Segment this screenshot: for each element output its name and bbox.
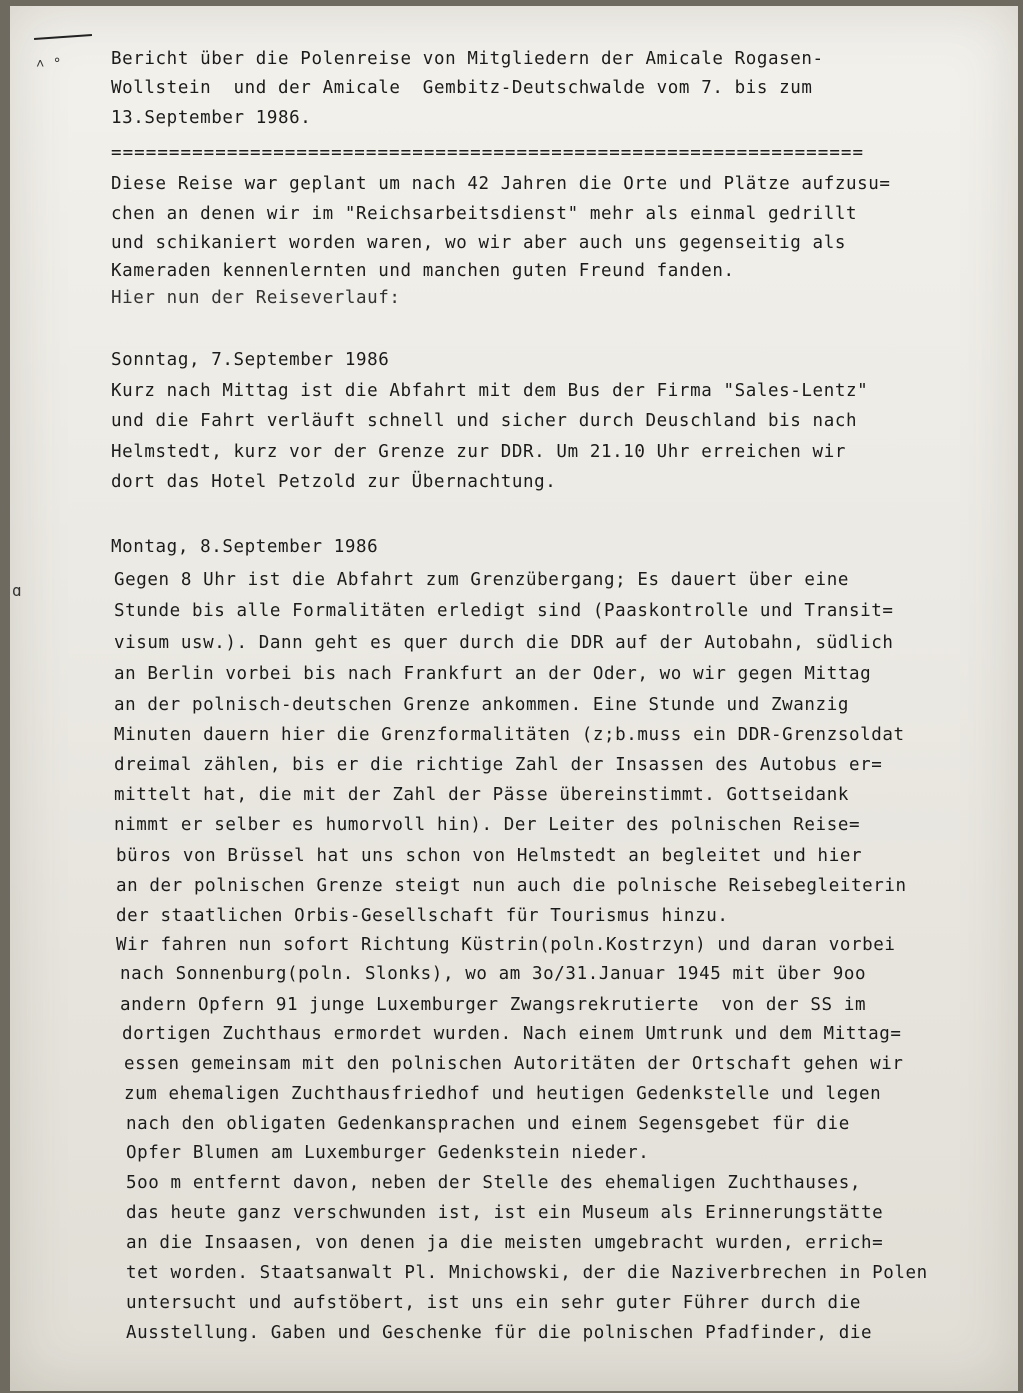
day2-line-17: essen gemeinsam mit den polnischen Autoritäten der Ortschaft gehen wir [124,1054,904,1074]
title-separator: ================================================================= [111,143,865,163]
day2-line-7: dreimal zählen, bis er die richtige Zahl der Insassen des Autobus er= [114,755,883,775]
margin-mark: ˄ ° [36,56,62,72]
day2-line-25: untersucht und aufstöbert, ist uns ein sehr guter Führer durch die [126,1293,861,1313]
day1-line-2: und die Fahrt verläuft schnell und sicher durch Deuschland bis nach [111,411,858,431]
day1-line-4: dort das Hotel Petzold zur Übernachtung. [111,472,557,492]
day2-line-24: tet worden. Staatsanwalt Pl. Mnichowski, der die Naziverbrechen in Polen [126,1263,928,1283]
day2-line-9: nimmt er selber es humorvoll hin). Der Leiter des polnischen Reise= [114,815,861,835]
day2-line-18: zum ehemaligen Zuchthausfriedhof und heutigen Gedenkstelle und legen [124,1084,882,1104]
day2-line-13: Wir fahren nun sofort Richtung Küstrin(poln.Kostrzyn) und daran vorbei [116,935,896,955]
day2-line-6: Minuten dauern hier die Grenzformalitäten (z;b.muss ein DDR-Grenzsoldat [114,725,905,745]
intro-line-1: Diese Reise war geplant um nach 42 Jahren die Orte und Plätze aufzusu= [111,174,891,194]
day2-line-26: Ausstellung. Gaben und Geschenke für die polnischen Pfadfinder, die [126,1323,873,1343]
day2-line-16: dortigen Zuchthaus ermordet wurden. Nach einem Umtrunk und dem Mittag= [122,1024,902,1044]
day1-line-1: Kurz nach Mittag ist die Abfahrt mit dem Bus der Firma "Sales-Lentz" [111,381,869,401]
day2-line-15: andern Opfern 91 junge Luxemburger Zwangsrekrutierte von der SS im [120,995,867,1015]
day2-line-8: mittelt hat, die mit der Zahl der Pässe übereinstimmt. Gottseidank [114,785,849,805]
title-line-3: 13.September 1986. [111,108,312,128]
title-line-1: Bericht über die Polenreise von Mitgliedern der Amicale Rogasen- [111,49,824,69]
day2-line-5: an der polnisch-deutschen Grenze ankommen. Eine Stunde und Zwanzig [114,695,849,715]
intro-line-3: und schikaniert worden waren, wo wir aber auch uns gegenseitig als [111,233,846,253]
intro-line-2: chen an denen wir im "Reichsarbeitsdienst" mehr als einmal gedrillt [111,204,858,224]
typed-document-page [10,6,1018,1391]
day2-line-1: Gegen 8 Uhr ist die Abfahrt zum Grenzübergang; Es dauert über eine [114,570,849,590]
day2-line-4: an Berlin vorbei bis nach Frankfurt an der Oder, wo wir gegen Mittag [114,664,872,684]
day1-heading: Sonntag, 7.September 1986 [111,350,390,370]
pen-stroke-mark [34,34,92,40]
day2-line-10: büros von Brüssel hat uns schon von Helmstedt an begleitet und hier [116,846,863,866]
day2-line-23: an die Insaasen, von denen ja die meisten umgebracht wurden, errich= [126,1233,884,1253]
day2-line-12: der staatlichen Orbis-Gesellschaft für Tourismus hinzu. [116,906,729,926]
day2-line-22: das heute ganz verschwunden ist, ist ein Museum als Erinnerungstätte [126,1203,884,1223]
day2-heading: Montag, 8.September 1986 [111,537,379,557]
day2-line-2: Stunde bis alle Formalitäten erledigt sind (Paaskontrolle und Transit= [114,601,894,621]
intro-line-5: Hier nun der Reiseverlauf: [111,288,401,308]
day1-line-3: Helmstedt, kurz vor der Grenze zur DDR. Um 21.10 Uhr erreichen wir [111,442,846,462]
day2-line-3: visum usw.). Dann geht es quer durch die DDR auf der Autobahn, südlich [114,633,894,653]
day2-line-11: an der polnischen Grenze steigt nun auch die polnische Reisebegleiterin [116,876,907,896]
day2-line-14: nach Sonnenburg(poln. Slonks), wo am 3o/31.Januar 1945 mit über 9oo [120,964,867,984]
margin-hole-mark: ɑ [12,581,22,600]
intro-line-4: Kameraden kennenlernten und manchen guten Freund fanden. [111,261,735,281]
day2-line-20: Opfer Blumen am Luxemburger Gedenkstein nieder. [126,1143,650,1163]
title-line-2: Wollstein und der Amicale Gembitz-Deutschwalde vom 7. bis zum [111,78,813,98]
day2-line-21: 5oo m entfernt davon, neben der Stelle des ehemaligen Zuchthauses, [126,1173,861,1193]
day2-line-19: nach den obligaten Gedenkansprachen und einem Segensgebet für die [126,1114,850,1134]
